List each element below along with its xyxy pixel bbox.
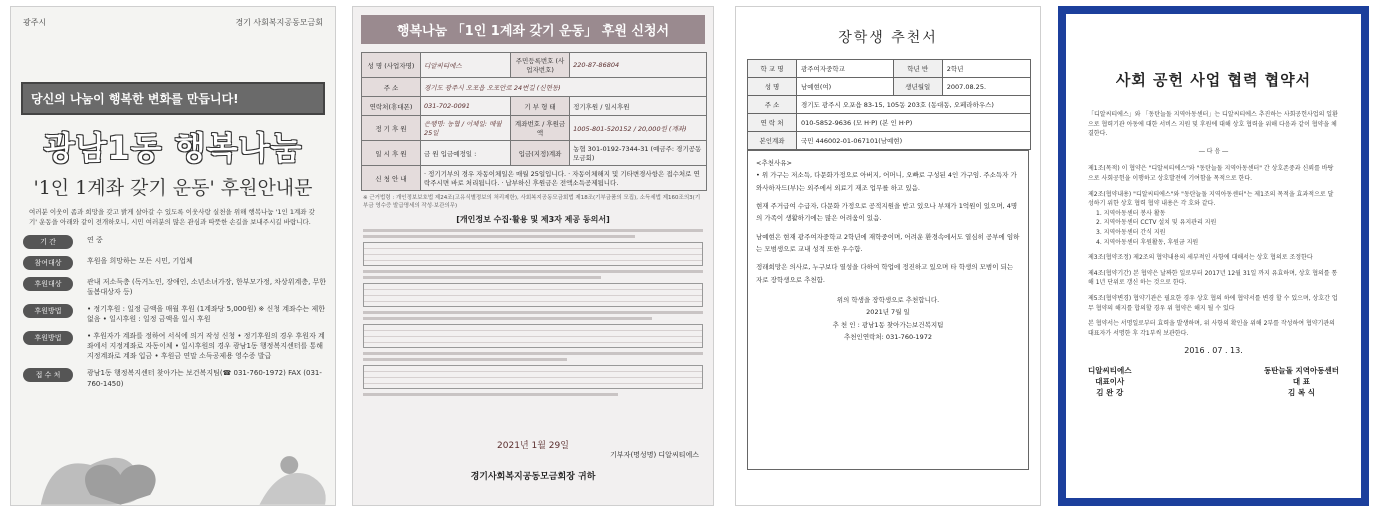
agreement-article: 본 협약서는 서명일로부터 효력을 발생하며, 위 사항의 확인을 위해 2부를 작성하여 협약기관의 대표자가 서명한 후 각1부씩 보관한다. (1088, 320, 1335, 337)
table-row: 성 명 (사업자명) 디알씨티에스 주민등록번호 (사업자번호) 220-87-86804 (362, 53, 707, 78)
agreement-item: 2. 지역아동센터 CCTV 설치 및 유지관리 지원 (1096, 219, 1217, 227)
agreement-article: 제4조(협약기간) 본 협약은 날짜한 일로부터 2017년 12월 31일 까지 유효하며, 상호 협의를 통해 1년 단위로 갱신 하는 것으로 한다. (1088, 269, 1338, 287)
flyer-intro: 여러분 이웃이 좀과 희망을 갖고 밝게 살아갈 수 있도록 이웃사랑 실천을 위해 행복나눔 '1인 1계좌 갖기' 운동을 아래와 같이 전개하오니, 시민 여러분의 많은 관심과 따뜻한 손길을 보내주시길 바랍니다. (29, 208, 315, 226)
student-info-table (747, 59, 1031, 150)
flyer-section: 후원방법 • 정기후원 : 일정 금액을 매월 후원 (1계좌당 5,000원) ※ 신청 계좌수는 제한없음 • 일시후원 : 일정 금액을 일시 후원 (23, 304, 335, 324)
agreement-date: 2016 . 07 . 13. (1184, 346, 1243, 356)
reason-paragraph: • 위 가구는 저소득, 다문화가정으로 아버지, 어머니, 오빠로 구성된 4인 가구임. 주소득자 가와사하자드(부)는 외주에서 외료기 재조 업무를 하고 있음. (756, 171, 1017, 192)
flyer-section: 접 수 처 광남1동 행정복지센터 찾아가는 보건복지팀(☎ 031-760-1972) FAX (031-760-1450) (23, 368, 335, 388)
flyer-section: 기 간 연 중 (23, 235, 335, 249)
recommender: 추 천 인 : 광남1동 찾아가는보건복지팀 (832, 320, 944, 329)
table-row: 연락처(휴대폰) 031-702-0091 기 부 형 태 정기후원 / 일시후원 (362, 97, 707, 116)
flyer-section: 후원방법 • 후원자가 계좌를 정하여 서식에 의거 작성 신청 • 정기후원의 경우 후원자 계좌에서 지정계좌로 자동이체 • 일시후원의 경우 광남1동 행정복지센터를 통해 지정계좌로 계좌 입금 • 후원금 연말 소득공제용 영수증 발급 (23, 331, 335, 361)
org-logo-left: 광주시 (23, 18, 47, 27)
table-row: 주 소 경기도 광주시 오포읍 오포안로 24번길 (신현동) (362, 78, 707, 97)
party-two: 동탄늘돌 지역아동센터 대 표 김 복 식 (1263, 366, 1339, 398)
heart-illustration (11, 435, 335, 505)
table-row: 신 청 안 내 · 정기기부의 경우 자동이체일은 매월 25일입니다. · 자동이체해지 및 기타변경사항은 접수처로 연락주시면 바로 처리됩니다. · 납부하신 후원금은 전액소득공제됩니다. (362, 166, 707, 191)
flyer-section: 참여대상 후원을 희망하는 모든 시민, 기업체 (23, 256, 335, 270)
agreement-intro: 「디알씨티에스」와 「동탄늘돌 지역아동센터」는 디알씨티에스 추진하는 사회공헌사업의 일환으로 협력기관 아동에 대한 서비스 지원 및 후원에 대해 상호 협력을 위해 다음과 같이 협약을 체결한다. (1088, 111, 1338, 138)
signature-block (1066, 365, 1361, 398)
agreement-item: 1. 지역아동센터 봉사 활동 (1096, 209, 1166, 217)
recommendation-title: 장학생 추천서 (838, 30, 938, 46)
agreement-article: 제1조(목적) 이 협약은 "디알씨티에스"와 "동탄늘돌 지역아동센터" 간 상호존중과 신뢰를 바탕으로 사회공헌을 이행하고 상호발전에 기여함을 목적으로 한다. (1088, 165, 1334, 182)
org-logo-right: 경기 사회복지공동모금회 (235, 18, 323, 27)
agreement-heading: ― 다 음 ― (1198, 147, 1229, 155)
privacy-title: [개인정보 수집·활용 및 제3자 제공 동의서] (456, 215, 610, 225)
agreement-item: 4. 지역아동센터 후원활동, 후원금 지원 (1096, 238, 1199, 246)
signer: 기부자(명성명) 디알씨티에스 (610, 451, 699, 460)
recommendation-date: 2021년 7월 일 (866, 308, 910, 317)
table-row: 학 교 명 광주여자중학교 학년 반 2학년 (748, 60, 1031, 78)
legal-note: ※ 근거법령 : 개인정보보호법 제24조(고유식별정보의 처리제한), 사회복지공동모금회법 제18조(기부금품의 모집), 소득세법 제160조의3(기부금 영수증 발급명세의 작성·보관의무) (363, 195, 701, 209)
table-row: 연 락 처 010-5852-9636 (모 H·P) (본 인 H·P) (748, 114, 1031, 132)
reason-label: <추천사유> (756, 159, 793, 167)
agreement-document (1058, 6, 1369, 506)
agreement-article: 제2조(협약내용) "디알씨티에스"와 "동탄늘돌 지역아동센터"는 제1조의 목적을 효과적으로 달성하기 위한 상호 협력 협약 내용은 각 호와 같다. (1088, 190, 1334, 208)
flyer-document (10, 6, 336, 506)
form-footer: 경기사회복지공동모금회장 귀하 (470, 471, 596, 482)
agreement-item: 3. 지역아동센터 간식 지원 (1096, 228, 1166, 236)
table-row: 주 소 경기도 광주시 오포읍 83-15, 105동 203호 (동대동, 오페라하우스) (748, 96, 1031, 114)
party-one: 디알씨티에스 대표이사 김 완 강 (1088, 366, 1132, 398)
flyer-title: 광남1동 행복나눔 (43, 129, 303, 167)
flyer-subtitle: '1인 1계좌 갖기 운동' 후원안내문 (33, 177, 313, 199)
agreement-article: 제3조(협약조정) 제2조의 협약내용의 세부적인 사항에 대해서는 상호 협의로 조정한다 (1088, 254, 1313, 262)
agreement-title: 사회 공헌 사업 협력 협약서 (1115, 71, 1312, 89)
recommendation-document (735, 6, 1041, 506)
reason-paragraph: 정래희망은 의사로, 누구보다 열성을 다하여 학업에 정진하고 있으며 타 학생의 모범이 되는 자로 장학생으로 추천함. (756, 263, 1014, 284)
recommendation-reason-box (747, 150, 1029, 470)
closing-statement: 위의 학생을 장학생으로 추천합니다. (836, 296, 940, 305)
signature-date: 2021년 1월 29일 (497, 441, 569, 452)
recommender-phone: 추천인연락처: 031-760-1972 (844, 333, 932, 342)
reason-paragraph: 현재 주거급여 수급자, 다문화 가정으로 공적지원을 받고 있으나 부채가 1억원이 있으며, 4명의 가족이 생활하기에는 많은 어려움이 있음. (756, 202, 1018, 223)
table-row: 정 기 후 원 은행명: 농협 / 이체일: 매월 25일 계좌번호 / 후원금액 1005-801-520152 / 20,000원 (계좌) (362, 116, 707, 141)
application-form-document (352, 6, 714, 506)
flyer-section: 후원대상 관내 저소득층 (독거노인, 장애인, 소년소녀가장, 한부모가정, 차상위계층, 무한돌봄대상자 등) (23, 277, 335, 297)
agreement-paper (1066, 14, 1361, 498)
application-table (361, 52, 707, 191)
flyer-slogan: 당신의 나눔이 행복한 변화를 만듭니다! (21, 82, 325, 115)
table-row: 성 명 남예현(여) 생년월일 2007.08.25. (748, 78, 1031, 96)
table-row: 본인계좌 국민 446002-01-067101(남예현) (748, 132, 1031, 150)
agreement-article: 제5조(협약변경) 협약기관은 필요한 경우 상호 협의 하에 협약서를 변경 할 수 있으며, 상호간 업무 협약의 해지를 합의할 경우 위 협약은 해지 될 수 있다 (1088, 294, 1338, 312)
table-row: 일 시 후 원 금 원 입금예정일 : 입금(지정)계좌 농협 301-0192-7344-31 (예금주: 경기공동모금회) (362, 141, 707, 166)
reason-paragraph: 남예현은 현재 광주여자중학교 2학년에 재학중이며, 어려운 환경속에서도 열심히 공부에 임하는 모범생으로 교내 성적 또한 우수함. (756, 232, 1020, 254)
privacy-consent (363, 214, 703, 434)
form-title: 행복나눔 「1인 1계좌 갖기 운동」 후원 신청서 (361, 15, 705, 44)
